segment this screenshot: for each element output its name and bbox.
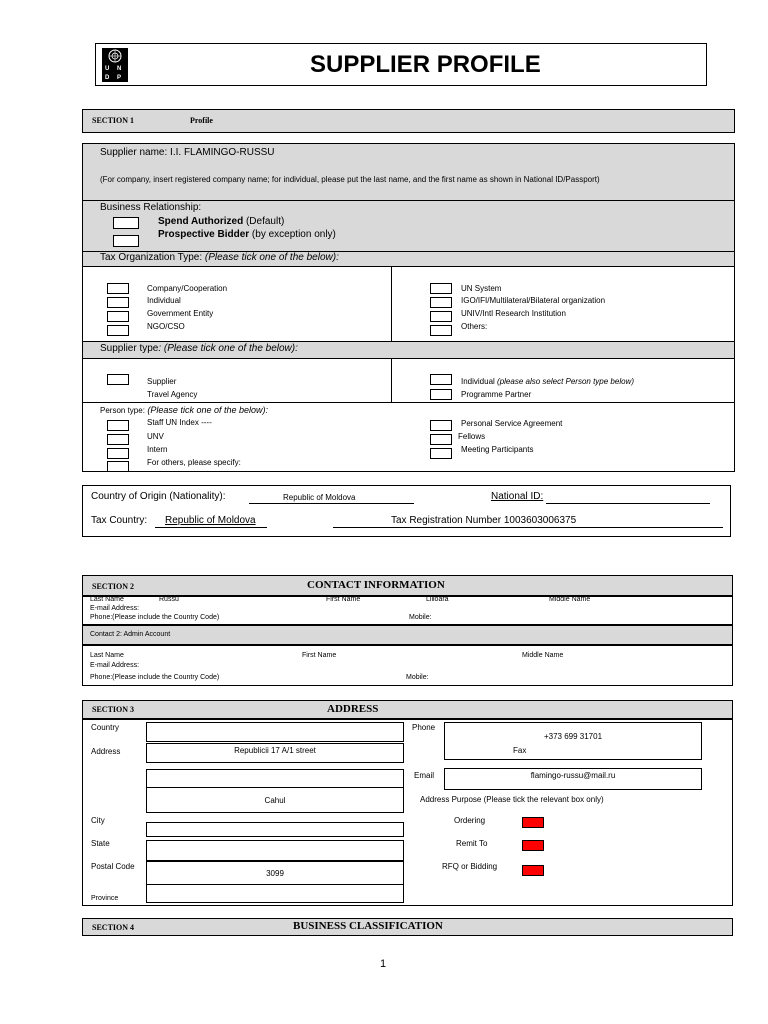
- state-label: State: [91, 839, 110, 848]
- contact1-first-name-value: Lilioara: [426, 596, 449, 603]
- person-type-meeting-checkbox[interactable]: [430, 448, 452, 459]
- postal-code-field[interactable]: [146, 861, 404, 885]
- purpose-ordering-checkbox[interactable]: [522, 817, 544, 828]
- svg-text:P: P: [117, 75, 122, 81]
- contact1-last-name-value: Russu: [159, 596, 179, 603]
- tax-org-individual-checkbox[interactable]: [107, 297, 129, 308]
- person-type-fellows-label: Fellows: [458, 432, 486, 441]
- tax-org-label: Tax Organization Type: (Please tick one of the below):: [100, 252, 339, 263]
- contact2-last-name-label: Last Name: [90, 652, 124, 659]
- supplier-type-individual-label: Individual (please also select Person type below): [461, 377, 634, 386]
- country-of-origin-value: Republic of Moldova: [283, 493, 356, 502]
- contact2-first-name-label: First Name: [302, 652, 337, 659]
- supplier-name-value: I.I. FLAMINGO-RUSSU: [170, 147, 275, 158]
- country-field[interactable]: [146, 722, 404, 742]
- supplier-type-supplier-label: Supplier: [147, 377, 177, 386]
- tax-org-univ-label: UNIV/Intl Research Institution: [461, 309, 566, 318]
- country-of-origin-label: Country of Origin (Nationality):: [91, 491, 226, 502]
- section1-body: [82, 143, 735, 472]
- person-type-staff-label: Staff UN Index ----: [147, 418, 212, 427]
- tax-org-government-checkbox[interactable]: [107, 311, 129, 322]
- address-line3-field[interactable]: [146, 787, 404, 813]
- purpose-rfq-checkbox[interactable]: [522, 865, 544, 876]
- section2-header: [82, 575, 733, 596]
- supplier-type-programme-partner-checkbox[interactable]: [430, 389, 452, 400]
- contact1-first-name-label: First Name: [326, 596, 361, 603]
- tax-org-company-label: Company/Cooperation: [147, 284, 228, 293]
- address-line2-field[interactable]: [146, 769, 404, 789]
- person-type-unv-label: UNV: [147, 432, 164, 441]
- contact1-block: [82, 596, 733, 625]
- business-relationship-label: Business Relationship:: [100, 202, 202, 213]
- prospective-bidder-checkbox[interactable]: [113, 235, 139, 247]
- address-line1-value: Republicii 17 A/1 street: [234, 746, 316, 755]
- contact2-block: [82, 645, 733, 686]
- phone-label: Phone: [412, 723, 436, 732]
- section4-header: [82, 918, 733, 936]
- prospective-bidder-label: Prospective Bidder (by exception only): [158, 229, 336, 240]
- spend-authorized-label: Spend Authorized (Default): [158, 216, 285, 227]
- tax-country-value: Republic of Moldova: [165, 515, 256, 526]
- tax-org-ngo-checkbox[interactable]: [107, 325, 129, 336]
- tax-org-individual-label: Individual: [147, 296, 181, 305]
- section4-title: BUSINESS CLASSIFICATION: [293, 920, 443, 932]
- section1-label: SECTION 1: [92, 116, 135, 125]
- person-type-others-label: For others, please specify:: [147, 458, 241, 467]
- header-box: [95, 43, 707, 86]
- tax-org-ngo-label: NGO/CSO: [147, 322, 185, 331]
- address-line1-field[interactable]: [146, 743, 404, 763]
- contact1-email-label: E-mail Address:: [90, 605, 140, 612]
- section3-header: [82, 700, 733, 719]
- contact2-header: [82, 625, 733, 645]
- section3-body: [82, 719, 733, 906]
- address-purpose-label: Address Purpose (Please tick the relevant box only): [420, 795, 604, 804]
- purpose-ordering-label: Ordering: [454, 816, 486, 825]
- contact2-phone-label: Phone:(Please include the Country Code): [90, 674, 220, 681]
- tax-org-un-system-checkbox[interactable]: [430, 283, 452, 294]
- province-field[interactable]: [146, 884, 404, 903]
- contact1-mobile-label: Mobile:: [409, 614, 432, 621]
- svg-text:N: N: [117, 66, 122, 72]
- purpose-rfq-label: RFQ or Bidding: [442, 862, 498, 871]
- page-title: SUPPLIER PROFILE: [310, 51, 541, 78]
- tax-org-igo-label: IGO/IFI/Multilateral/Bilateral organization: [461, 296, 606, 305]
- person-type-psa-checkbox[interactable]: [430, 420, 452, 431]
- phone-field[interactable]: [444, 722, 702, 760]
- page-number: 1: [380, 958, 387, 970]
- svg-text:D: D: [105, 75, 110, 81]
- svg-text:U: U: [105, 66, 110, 72]
- spend-authorized-checkbox[interactable]: [113, 217, 139, 229]
- section1-header: [82, 109, 735, 133]
- person-type-intern-label: Intern: [147, 445, 168, 454]
- postal-code-label: Postal Code: [91, 862, 135, 871]
- tax-org-government-label: Government Entity: [147, 309, 214, 318]
- province-label: Province: [91, 895, 119, 902]
- person-type-meeting-label: Meeting Participants: [461, 445, 534, 454]
- un-emblem-icon: [102, 48, 128, 82]
- section2-title: CONTACT INFORMATION: [307, 579, 445, 591]
- contact2-middle-name-label: Middle Name: [522, 652, 564, 659]
- state-field[interactable]: [146, 840, 404, 861]
- national-id-label: National ID:: [491, 491, 544, 502]
- supplier-type-individual-checkbox[interactable]: [430, 374, 452, 385]
- supplier-name-note: (For company, insert registered company name; for individual, please put the last name, and the first name as shown in National ID/Passport): [100, 175, 600, 184]
- tax-org-un-system-label: UN System: [461, 284, 502, 293]
- person-type-intern-checkbox[interactable]: [107, 448, 129, 459]
- country-label: Country: [91, 723, 120, 732]
- person-type-staff-checkbox[interactable]: [107, 420, 129, 431]
- contact1-phone-label: Phone:(Please include the Country Code): [90, 614, 220, 621]
- email-value: flamingo-russu@mail.ru: [530, 771, 616, 780]
- tax-org-company-checkbox[interactable]: [107, 283, 129, 294]
- supplier-type-supplier-checkbox[interactable]: [107, 374, 129, 385]
- address-city-value: Cahul: [264, 795, 286, 805]
- origin-box: [82, 485, 731, 537]
- supplier-type-travel-label: Travel Agency: [147, 390, 198, 399]
- purpose-remit-checkbox[interactable]: [522, 840, 544, 851]
- section2-label: SECTION 2: [92, 582, 135, 591]
- supplier-type-programme-partner-label: Programme Partner: [461, 390, 532, 399]
- contact1-last-name-label: Last Name: [90, 596, 124, 603]
- phone-value: +373 699 31701: [543, 732, 603, 741]
- supplier-type-label: Supplier type: (Please tick one of the below):: [100, 343, 298, 354]
- fax-label: Fax: [513, 746, 527, 755]
- section1-name: Profile: [190, 116, 213, 125]
- email-field[interactable]: [444, 768, 702, 790]
- address-label: Address: [91, 747, 121, 756]
- supplier-name-label: Supplier name:: [100, 147, 168, 158]
- section3-label: SECTION 3: [92, 705, 135, 714]
- tax-org-univ-checkbox[interactable]: [430, 311, 452, 322]
- undp-logo: [102, 48, 128, 82]
- supplier-name-row: [100, 147, 275, 158]
- contact2-email-label: E-mail Address:: [90, 662, 140, 669]
- purpose-remit-label: Remit To: [456, 839, 488, 848]
- person-type-fellows-checkbox[interactable]: [430, 434, 452, 445]
- tax-org-others-label: Others:: [461, 322, 488, 331]
- contact2-mobile-label: Mobile:: [406, 674, 429, 681]
- email-label: Email: [414, 771, 435, 780]
- person-type-psa-label: Personal Service Agreement: [461, 419, 563, 428]
- contact1-middle-name-label: Middle Name: [549, 596, 591, 603]
- section3-title: ADDRESS: [327, 703, 379, 715]
- person-type-unv-checkbox[interactable]: [107, 434, 129, 445]
- tax-org-others-checkbox[interactable]: [430, 325, 452, 336]
- tax-country-label: Tax Country:: [91, 515, 148, 526]
- contact2-label: Contact 2: Admin Account: [90, 631, 171, 638]
- postal-code-value: 3099: [266, 868, 284, 878]
- city-field[interactable]: [146, 822, 404, 837]
- tax-registration-row: Tax Registration Number 1003603006375: [391, 515, 577, 526]
- section4-label: SECTION 4: [92, 923, 135, 932]
- person-type-label: Person type: (Please tick one of the below):: [100, 405, 268, 415]
- city-label: City: [91, 816, 105, 825]
- tax-org-igo-checkbox[interactable]: [430, 297, 452, 308]
- person-type-others-checkbox[interactable]: [107, 461, 129, 472]
